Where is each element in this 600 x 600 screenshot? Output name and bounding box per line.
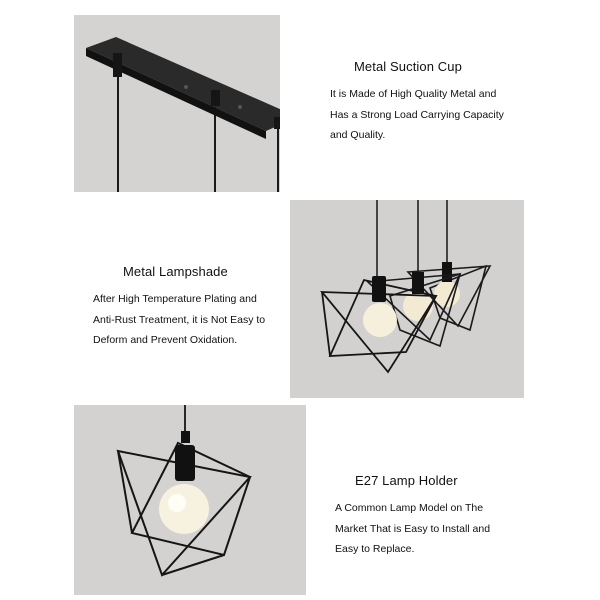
lamp-holder-icon [74, 405, 306, 595]
single-pendant-photo [74, 405, 306, 595]
feature-line: A Common Lamp Model on The [335, 502, 484, 514]
feature-e27-lamp-holder [335, 473, 535, 560]
feature-line: Market That is Easy to Install and [335, 522, 491, 535]
triple-pendant-photo [290, 200, 524, 398]
pendant-lamp-icon [290, 200, 524, 398]
ceiling-canopy-icon [74, 15, 280, 192]
feature-line: After High Temperature Plating and [93, 293, 257, 305]
feature-title: Metal Suction Cup [354, 59, 462, 74]
feature-line: and Quality. [330, 129, 386, 141]
feature-title: E27 Lamp Holder [355, 473, 458, 488]
feature-title: Metal Lampshade [123, 264, 228, 279]
feature-description [93, 289, 293, 351]
feature-line: Deform and Prevent Oxidation. [93, 334, 238, 346]
feature-metal-suction-cup [330, 59, 530, 146]
canopy-photo [74, 15, 280, 192]
feature-metal-lampshade [93, 264, 293, 351]
feature-line: Has a Strong Load Carrying Capacity [330, 108, 504, 121]
feature-description [335, 498, 535, 560]
feature-line: Anti-Rust Treatment, it is Not Easy to [93, 313, 266, 326]
feature-description [330, 84, 530, 146]
feature-line: It is Made of High Quality Metal and [330, 88, 497, 100]
feature-line: Easy to Replace. [335, 543, 415, 555]
